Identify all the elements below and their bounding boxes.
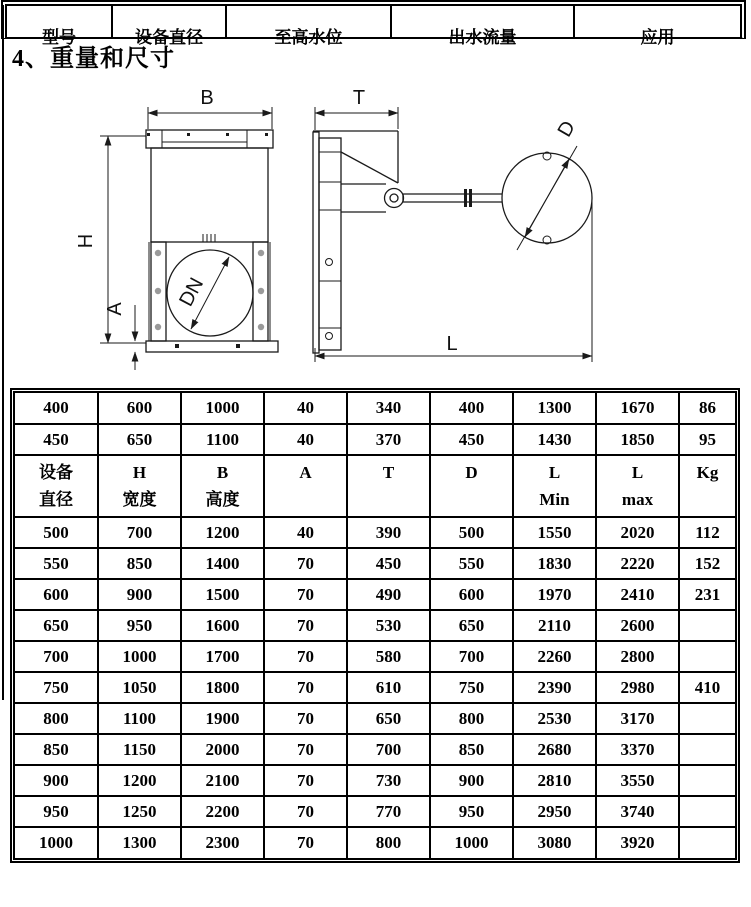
table-cell: 2260 — [513, 641, 596, 672]
table-cell: 450 — [15, 424, 98, 455]
table-cell: 400 — [430, 393, 513, 424]
table-cell: 70 — [264, 734, 347, 765]
table-cell: 770 — [347, 796, 430, 827]
table-row — [15, 827, 735, 858]
table-cell: 3370 — [596, 734, 679, 765]
dimension-label-a: A — [104, 302, 126, 316]
clipped-header-cell-application — [575, 6, 740, 47]
table-cell: 1400 — [181, 548, 264, 579]
front-view-drawing — [60, 85, 300, 385]
table-cell: 70 — [264, 827, 347, 858]
clipped-table-top — [1, 0, 746, 47]
table-row — [15, 641, 735, 672]
table-cell: 2000 — [181, 734, 264, 765]
table-cell: 700 — [347, 734, 430, 765]
table-cell: 550 — [430, 548, 513, 579]
table-cell: 650 — [430, 610, 513, 641]
table-cell: 95 — [679, 424, 735, 455]
table-cell: 600 — [15, 579, 98, 610]
clipped-header-cell-diameter — [113, 6, 227, 47]
dimension-label-d: D — [553, 117, 580, 141]
page-border-left — [2, 5, 4, 700]
table-cell: 950 — [15, 796, 98, 827]
table-cell: 2110 — [513, 610, 596, 641]
clipped-header-cell-flow — [392, 6, 575, 47]
table-header-cell: 设备 直径 — [15, 455, 98, 517]
table-cell: 1670 — [596, 393, 679, 424]
table-cell: 70 — [264, 641, 347, 672]
table-cell: 800 — [15, 703, 98, 734]
table-row — [15, 703, 735, 734]
table-row — [15, 610, 735, 641]
section-heading: 4、重量和尺寸 — [12, 46, 175, 72]
table-cell: 1970 — [513, 579, 596, 610]
table-cell — [679, 734, 735, 765]
table-row — [15, 579, 735, 610]
table-cell: 1150 — [98, 734, 181, 765]
table-cell — [679, 796, 735, 827]
table-cell: 2390 — [513, 672, 596, 703]
table-cell: 2300 — [181, 827, 264, 858]
table-cell: 950 — [430, 796, 513, 827]
table-row — [15, 424, 735, 455]
table-header-cell: H 宽度 — [98, 455, 181, 517]
table-cell: 390 — [347, 517, 430, 548]
table-cell: 1200 — [98, 765, 181, 796]
table-cell: 340 — [347, 393, 430, 424]
clipped-header-label: 应用 — [640, 28, 675, 47]
clipped-header-label: 型号 — [42, 28, 76, 47]
table-cell: 2100 — [181, 765, 264, 796]
table-cell: 450 — [347, 548, 430, 579]
table-header-cell: B 高度 — [181, 455, 264, 517]
table-cell: 112 — [679, 517, 735, 548]
side-view-dimensions — [315, 87, 592, 362]
table-cell: 850 — [98, 548, 181, 579]
dimensions-table-body — [15, 393, 735, 858]
table-row — [15, 548, 735, 579]
table-cell: 2980 — [596, 672, 679, 703]
table-cell: 650 — [347, 703, 430, 734]
table-cell: 2950 — [513, 796, 596, 827]
table-cell: 750 — [15, 672, 98, 703]
table-cell: 3080 — [513, 827, 596, 858]
table-cell: 800 — [347, 827, 430, 858]
table-cell: 231 — [679, 579, 735, 610]
table-row — [15, 734, 735, 765]
table-cell: 2410 — [596, 579, 679, 610]
table-cell — [679, 765, 735, 796]
table-cell: 2600 — [596, 610, 679, 641]
table-cell: 1000 — [430, 827, 513, 858]
table-cell: 40 — [264, 424, 347, 455]
table-cell: 900 — [15, 765, 98, 796]
clipped-header-label: 至高水位 — [274, 28, 343, 47]
table-cell: 3920 — [596, 827, 679, 858]
clipped-header-cell-water-level — [227, 6, 392, 47]
clipped-header-label: 设备直径 — [135, 28, 203, 47]
table-cell: 750 — [430, 672, 513, 703]
table-cell: 3170 — [596, 703, 679, 734]
table-cell: 1200 — [181, 517, 264, 548]
table-header-row — [15, 455, 735, 517]
table-cell: 1830 — [513, 548, 596, 579]
table-cell: 530 — [347, 610, 430, 641]
table-cell: 3740 — [596, 796, 679, 827]
table-cell: 2800 — [596, 641, 679, 672]
table-cell: 730 — [347, 765, 430, 796]
dimension-label-dn: DN — [175, 274, 209, 311]
table-cell: 2680 — [513, 734, 596, 765]
table-cell: 70 — [264, 765, 347, 796]
table-cell: 610 — [347, 672, 430, 703]
table-cell: 2220 — [596, 548, 679, 579]
table-cell: 1100 — [98, 703, 181, 734]
table-cell: 1900 — [181, 703, 264, 734]
table-cell: 1550 — [513, 517, 596, 548]
table-cell — [679, 641, 735, 672]
table-cell: 2530 — [513, 703, 596, 734]
table-cell: 40 — [264, 393, 347, 424]
table-row — [15, 517, 735, 548]
table-cell: 2020 — [596, 517, 679, 548]
table-cell: 2200 — [181, 796, 264, 827]
dimension-label-h: H — [75, 233, 97, 249]
table-row — [15, 796, 735, 827]
table-cell: 1800 — [181, 672, 264, 703]
table-header-cell: D — [430, 455, 513, 517]
table-cell: 3550 — [596, 765, 679, 796]
table-cell: 86 — [679, 393, 735, 424]
table-cell: 650 — [98, 424, 181, 455]
table-header-cell: A — [264, 455, 347, 517]
table-cell: 450 — [430, 424, 513, 455]
table-cell: 1000 — [98, 641, 181, 672]
table-cell: 1850 — [596, 424, 679, 455]
table-cell: 700 — [98, 517, 181, 548]
table-header-cell: L Min — [513, 455, 596, 517]
table-cell: 40 — [264, 517, 347, 548]
clipped-header-cell-model — [7, 6, 113, 47]
table-header-cell: T — [347, 455, 430, 517]
table-cell: 850 — [15, 734, 98, 765]
table-cell: 1250 — [98, 796, 181, 827]
table-cell: 1600 — [181, 610, 264, 641]
table-cell: 500 — [430, 517, 513, 548]
dimensions-table-grid — [15, 393, 735, 858]
table-row — [15, 765, 735, 796]
table-cell: 1000 — [15, 827, 98, 858]
table-cell: 410 — [679, 672, 735, 703]
table-cell: 800 — [430, 703, 513, 734]
table-cell: 700 — [430, 641, 513, 672]
table-cell: 2810 — [513, 765, 596, 796]
table-cell: 900 — [430, 765, 513, 796]
table-cell: 1700 — [181, 641, 264, 672]
table-cell: 600 — [430, 579, 513, 610]
table-header-cell: Kg — [679, 455, 735, 517]
table-cell: 1300 — [513, 393, 596, 424]
table-cell: 1000 — [181, 393, 264, 424]
side-view-drawing — [300, 85, 610, 385]
table-cell — [679, 610, 735, 641]
table-cell: 152 — [679, 548, 735, 579]
table-cell: 70 — [264, 579, 347, 610]
table-cell: 950 — [98, 610, 181, 641]
front-view-body — [146, 130, 278, 352]
table-cell: 600 — [98, 393, 181, 424]
table-cell: 70 — [264, 672, 347, 703]
dimension-label-l: L — [446, 333, 458, 355]
dimension-label-t: T — [352, 87, 366, 109]
table-cell — [679, 827, 735, 858]
table-row — [15, 672, 735, 703]
table-cell: 550 — [15, 548, 98, 579]
table-cell: 850 — [430, 734, 513, 765]
table-cell: 70 — [264, 610, 347, 641]
table-cell: 490 — [347, 579, 430, 610]
dimension-label-b: B — [200, 87, 214, 109]
table-cell: 900 — [98, 579, 181, 610]
table-cell: 400 — [15, 393, 98, 424]
table-cell: 1050 — [98, 672, 181, 703]
table-cell: 650 — [15, 610, 98, 641]
table-cell: 70 — [264, 796, 347, 827]
table-cell: 580 — [347, 641, 430, 672]
dimensions-table — [10, 388, 740, 863]
table-cell: 370 — [347, 424, 430, 455]
side-view-body — [313, 131, 592, 353]
table-cell: 700 — [15, 641, 98, 672]
clipped-header-label: 出水流量 — [448, 28, 517, 47]
table-cell: 70 — [264, 703, 347, 734]
table-cell: 70 — [264, 548, 347, 579]
table-cell: 500 — [15, 517, 98, 548]
table-cell: 1100 — [181, 424, 264, 455]
table-row — [15, 393, 735, 424]
table-header-cell: L max — [596, 455, 679, 517]
table-cell — [679, 703, 735, 734]
table-cell: 1300 — [98, 827, 181, 858]
table-cell: 1500 — [181, 579, 264, 610]
table-cell: 1430 — [513, 424, 596, 455]
